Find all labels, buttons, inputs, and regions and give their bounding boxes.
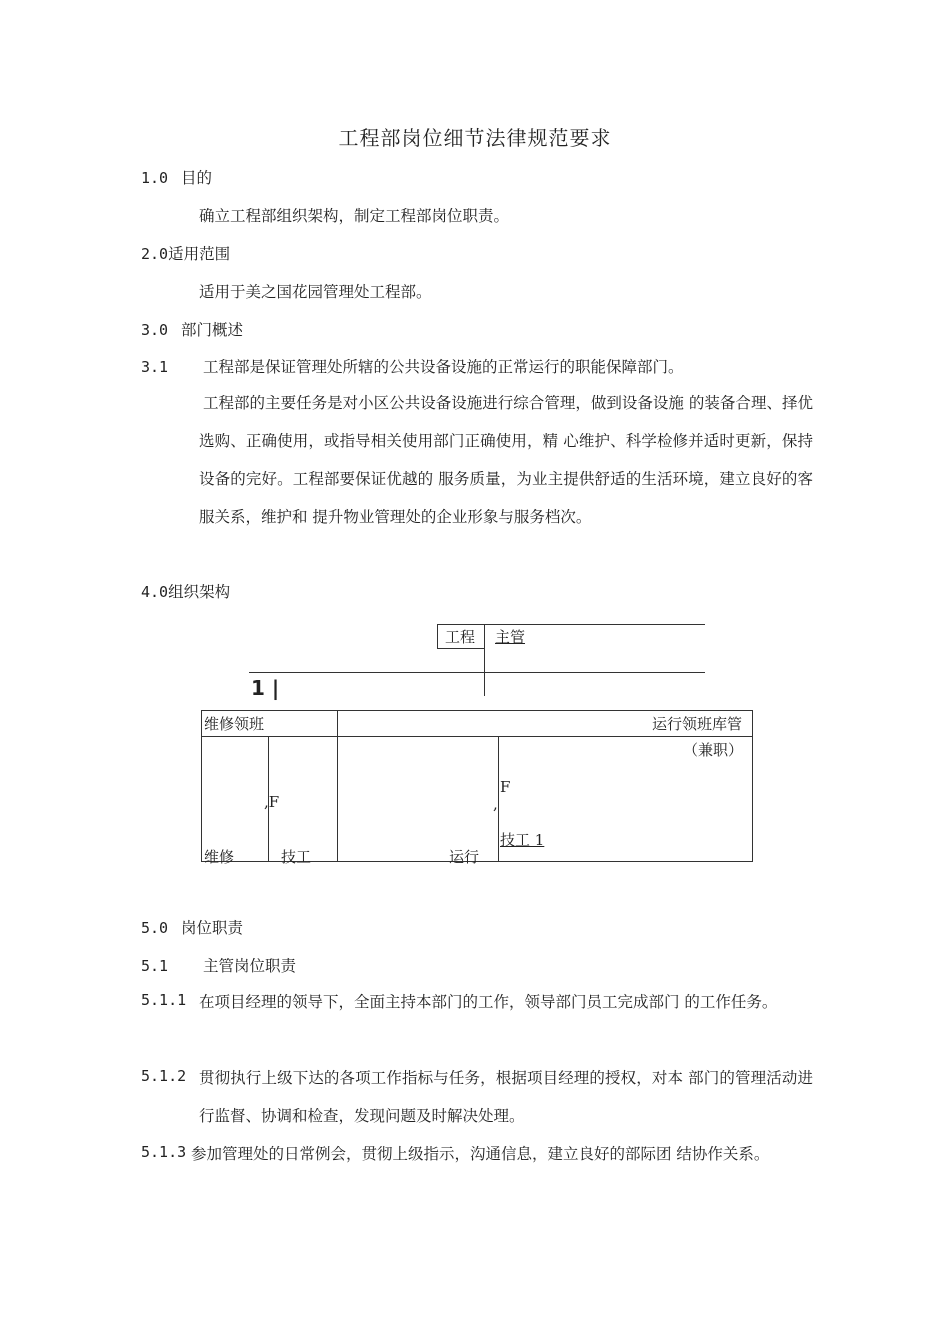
top-manager-label: 主管	[495, 628, 526, 646]
section-2-body: 适用于美之国花园管理处工程部。	[199, 283, 432, 301]
section-text: 工程部是保证管理处所辖的公共设备设施的正常运行的职能保障部门。	[203, 358, 684, 376]
section-5-1-heading	[141, 954, 296, 976]
section-number: 5.0	[141, 919, 169, 937]
left-col1: 维修	[204, 848, 235, 866]
section-5-1-1	[141, 983, 813, 1021]
section-number: 5.1	[141, 957, 169, 975]
left-header: 维修领班	[204, 715, 265, 733]
chart-line	[437, 624, 438, 649]
right-col-f: F	[500, 778, 511, 796]
left-col-f: ,F	[264, 793, 280, 811]
section-3-1	[141, 355, 684, 377]
chart-line	[201, 710, 202, 862]
right-note: （兼职）	[682, 741, 743, 759]
right-comma: ,	[493, 795, 498, 813]
section-number: 1.0	[141, 169, 169, 187]
section-number: 2.0	[141, 245, 169, 263]
section-3-heading	[141, 318, 243, 340]
section-3-paragraph: 工程部的主要任务是对小区公共设备设施进行综合管理，做到设备设施 的装备合理、择优选购、正确使用，或指导相关使用部门正确使用，精 心维护、科学检修并适时更新，保持设备的完好。工程部要保证优越的 服务质量，为业主提供舒适的生活环境，建立良好的客服关系，维护和 提升物业管理处的企业形象与服务档次。	[199, 394, 813, 526]
section-number: 4.0	[141, 583, 169, 601]
stray-mark: 1 |	[251, 676, 280, 700]
chart-line	[201, 710, 753, 711]
right-col1: 运行	[449, 848, 480, 866]
section-number: 5.1.1	[141, 991, 187, 1009]
section-number: 3.1	[141, 358, 169, 376]
chart-line	[337, 710, 338, 862]
section-text: 在项目经理的领导下，全面主持本部门的工作，领导部门员工完成部门 的工作任务。	[199, 993, 778, 1011]
page-title: 工程部岗位细节法律规范要求	[338, 126, 612, 150]
section-text: 参加管理处的日常例会，贯彻上级指示，沟通信息，建立良好的部际团 结协作关系。	[191, 1145, 770, 1163]
section-heading: 目的	[181, 169, 213, 187]
section-heading: 适用范围	[168, 245, 231, 263]
top-box-label: 工程	[445, 628, 476, 646]
section-number: 5.1.2	[141, 1067, 187, 1085]
section-heading: 岗位职责	[181, 919, 244, 937]
section-1-heading	[141, 166, 212, 188]
section-5-1-2	[141, 1059, 813, 1135]
chart-line	[437, 648, 484, 649]
section-2-heading	[141, 242, 230, 264]
section-5-1-3	[141, 1135, 813, 1173]
section-heading: 组织架构	[168, 583, 231, 601]
left-col2: 技工	[281, 848, 312, 866]
chart-line	[484, 624, 485, 696]
right-header: 运行领班库管	[651, 715, 742, 733]
chart-line	[249, 672, 705, 673]
section-number: 3.0	[141, 321, 169, 339]
section-1-body: 确立工程部组织架构，制定工程部岗位职责。	[199, 207, 510, 225]
section-5-heading	[141, 916, 243, 938]
section-number: 5.1.3	[141, 1143, 187, 1161]
chart-line	[752, 710, 753, 862]
section-heading: 主管岗位职责	[203, 957, 297, 975]
section-4-heading	[141, 580, 230, 602]
chart-line	[201, 736, 753, 737]
section-text: 贯彻执行上级下达的各项工作指标与任务，根据项目经理的授权，对本 部门的管理活动进行监督、协调和检查，发现问题及时解决处理。	[199, 1069, 813, 1125]
right-col2: 技工 1	[500, 831, 545, 849]
chart-line	[437, 624, 705, 625]
section-heading: 部门概述	[181, 321, 244, 339]
chart-line	[498, 736, 499, 862]
